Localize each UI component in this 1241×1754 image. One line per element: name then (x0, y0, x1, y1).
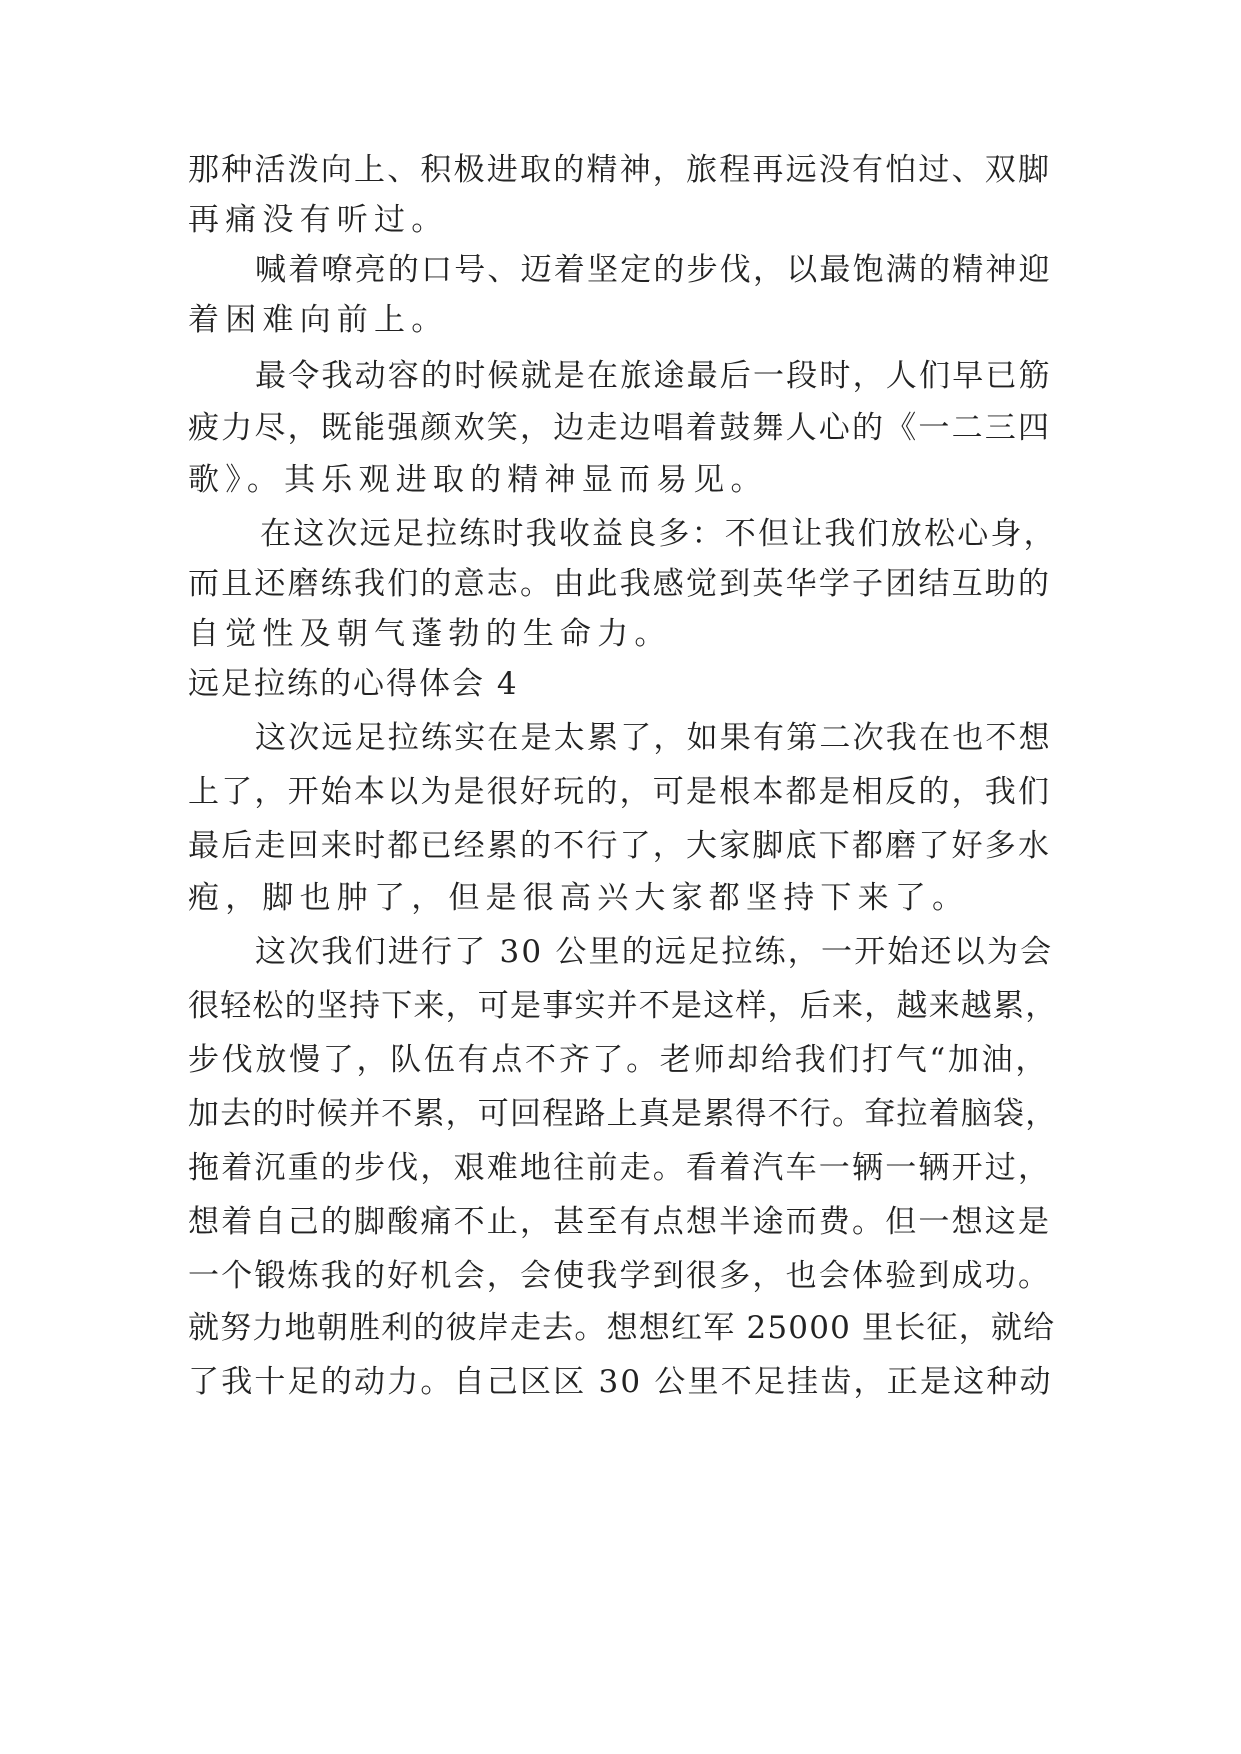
paragraph-first-line: 这次我们进行了 30 公里的远足拉练，一开始还以为会 (255, 934, 1054, 970)
body-text-line: 上了，开始本以为是很好玩的，可是根本都是相反的，我们 (188, 774, 1052, 810)
paragraph-first-line: 在这次远足拉练时我收益良多：不但让我们放松心身， (260, 516, 1057, 552)
paragraph-first-line: 这次远足拉练实在是太累了，如果有第二次我在也不想 (255, 720, 1052, 756)
body-text-line: 歌》。其乐观进取的精神显而易见。 (188, 462, 768, 498)
body-text-line: 加去的时候并不累，可回程路上真是累得不行。耷拉着脑袋， (188, 1096, 1058, 1132)
body-text-line: 那种活泼向上、积极进取的精神，旅程再远没有怕过、双脚 (188, 152, 1052, 188)
body-text-line: 了我十足的动力。自己区区 30 公里不足挂齿，正是这种动 (188, 1364, 1053, 1400)
section-heading: 远足拉练的心得体会 4 (188, 666, 519, 702)
body-text-line: 一个锻炼我的好机会，会使我学到很多，也会体验到成功。 (188, 1258, 1052, 1294)
body-text-line: 很轻松的坚持下来，可是事实并不是这样，后来，越来越累， (188, 988, 1058, 1024)
body-text-line: 就努力地朝胜利的彼岸走去。想想红军 25000 里长征，就给 (188, 1310, 1056, 1346)
body-text-line: 步伐放慢了，队伍有点不齐了。老师却给我们打气“加油， (188, 1042, 1050, 1078)
body-text-line: 自觉性及朝气蓬勃的生命力。 (188, 616, 672, 652)
body-text-line: 再痛没有听过。 (188, 202, 449, 238)
body-text-line: 而且还磨练我们的意志。由此我感觉到英华学子团结互助的 (188, 566, 1052, 602)
paragraph-first-line: 最令我动容的时候就是在旅途最后一段时，人们早已筋 (255, 358, 1052, 394)
body-text-line: 疲力尽，既能强颜欢笑，边走边唱着鼓舞人心的《一二三四 (188, 410, 1052, 446)
paragraph-first-line: 喊着嘹亮的口号、迈着坚定的步伐，以最饱满的精神迎 (255, 252, 1052, 288)
body-text-line: 疱，脚也肿了，但是很高兴大家都坚持下来了。 (188, 880, 970, 916)
body-text-line: 最后走回来时都已经累的不行了，大家脚底下都磨了好多水 (188, 828, 1052, 864)
body-text-line: 想着自己的脚酸痛不止，甚至有点想半途而费。但一想这是 (188, 1204, 1052, 1240)
body-text-line: 拖着沉重的步伐，艰难地往前走。看着汽车一辆一辆开过， (188, 1150, 1052, 1186)
body-text-line: 着困难向前上。 (188, 302, 449, 338)
